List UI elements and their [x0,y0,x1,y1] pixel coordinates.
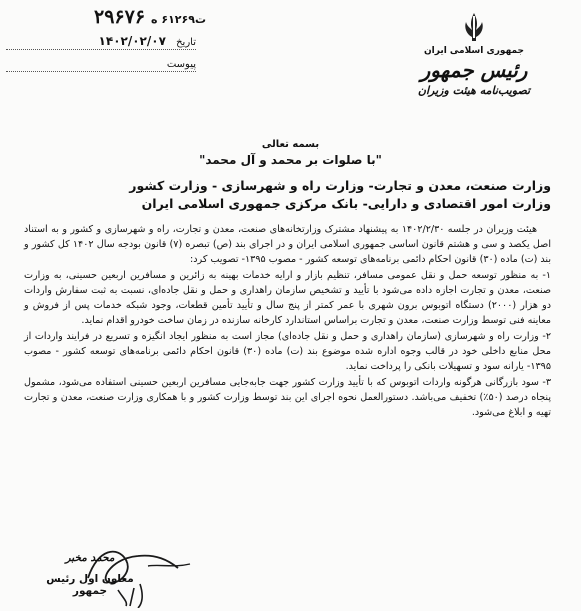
signatory-title: معاون اول رئیس جمهور [46,573,134,597]
paragraph-clause-1: ۱- به منظور توسعه حمل و نقل عمومی مسافر، تنظیم بازار و ارایه خدمات بهینه به زائرین و مسافرین اربعین حسینی، به وزارت صنعت، معدن و تجارت اجازه داده می‌شود با تأیید و تشخیص سازمان راهداری و حمل و نقل جاده‌ای، نسبت به ثبت سفارش واردات دو هزار (۲۰۰۰) دستگاه اتوبوس برون شهری با عمر کمتر از پنج سال و تأیید تأمین قطعات، وجود شبکه خدمات پس از فروش و معاینه فنی توسط وزارت صنعت، معدن و تجارت براساس استاندارد کارخانه سازنده در زمان ساخت خودرو اقدام نماید. [24,270,551,326]
paragraph-intro: هیئت وزیران در جلسه ۱۴۰۲/۲/۳۰ به پیشنهاد مشترک وزارتخانه‌های صنعت، معدن و تجارت، راه و شهرسازی و کشور و به استناد اصل یکصد و سی و هشتم قانون اساسی جمهوری اسلامی ایران و در اجرای بند (ص) تبصره (۷) قانون بودجه سال ۱۴۰۲ کل کشور و بند (ت) ماده (۳۰) قانون احکام دائمی برنامه‌های توسعه کشور - مصوب ۱۳۹۵- تصویب کرد: [24,224,551,265]
paragraph-clause-2: ۲- وزارت راه و شهرسازی (سازمان راهداری و حمل و نقل جاده‌ای) مجاز است به منظور ایجاد انگیزه و تسریع در فرایند واردات از محل منابع داخلی خود در قالب وجوه اداره شده موضوع بند (ت) ماده (۳۰) قانون احکام دائمی برنامه‌های توسعه کشور - مصوب ۱۳۹۵- یارانه سود و تسهیلات بانکی را پرداخت نماید. [24,331,551,372]
president-title: رئیس جمهور [420,58,528,82]
date-value: ۱۴۰۲/۰۲/۰۷ [98,34,166,48]
letterhead [389,10,559,97]
recipients [51,177,551,213]
recipients-line-1: وزارت صنعت، معدن و تجارت- وزارت راه و شهرسازی - وزارت کشور [129,178,551,193]
cabinet-decree-label: تصویب‌نامه هیئت وزیران [417,84,531,97]
recipients-line-2: وزارت امور اقتصادی و دارایی- بانک مرکزی جمهوری اسلامی ایران [141,196,551,211]
registration-number: ۲۹۶۷۶ [94,6,146,28]
attachment-line [6,56,196,72]
paragraph-clause-3: ۳- سود بازرگانی هرگونه واردات اتوبوس که با تأیید وزارت کشور جهت جابه‌جایی مسافرین اربعین حسینی استفاده می‌شود، مشمول پنجاه درصد (۵۰٪) تخفیف می‌باشد. دستورالعمل نحوه اجرای این بند توسط وزارت کشور و با همکاری وزارت صنعت، معدن و تجارت تهیه و ابلاغ می‌شود. [24,377,551,418]
bismillah: بسمه تعالی [261,139,320,150]
salavat: "با صلوات بر محمد و آل محمد" [199,153,382,167]
date-line [6,34,196,50]
registration-block [6,6,206,72]
registration-number-row [6,6,206,28]
decree-body [24,222,551,421]
iran-emblem-icon [457,10,491,44]
date-label: تاریخ [176,37,196,48]
republic-label: جمهوری اسلامی ایران [423,46,525,56]
registration-sub-number: ت۶۱۲۶۹ ه [151,13,206,26]
attachment-label: پیوست [166,59,196,70]
signatory-name: محمد مخبر [65,552,115,564]
